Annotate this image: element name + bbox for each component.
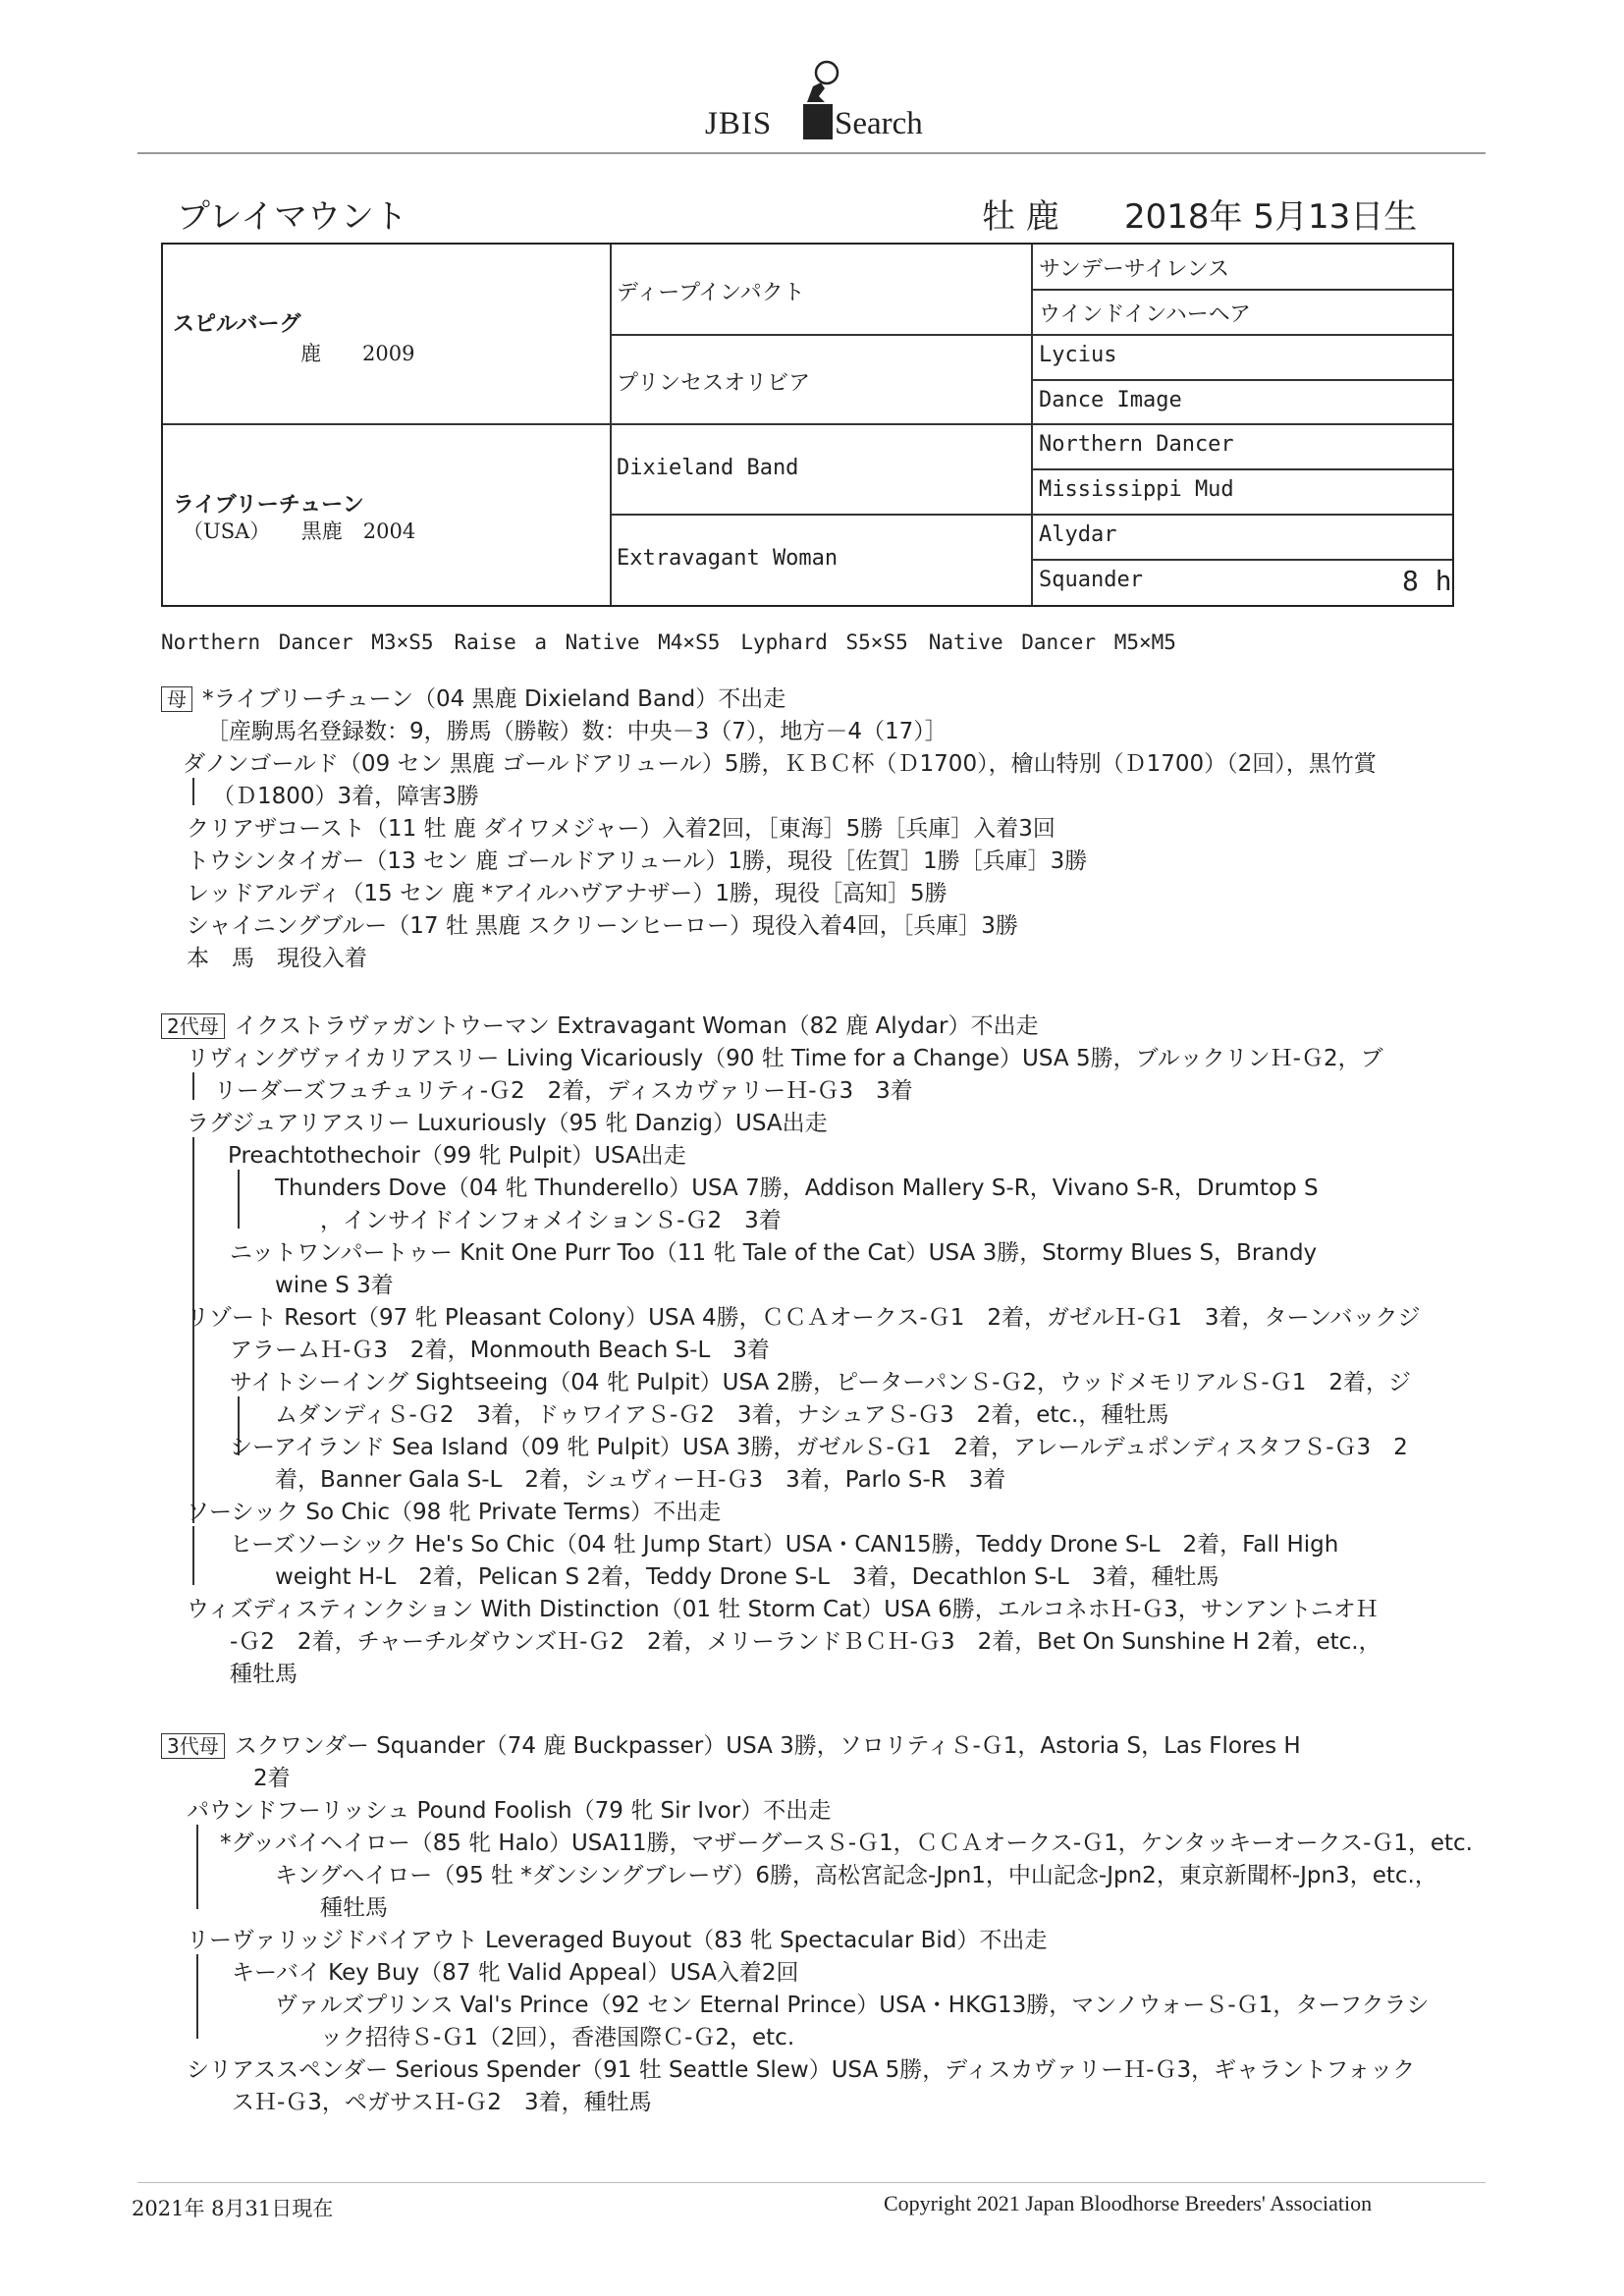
- second-dam-line: ニットワンパートゥー Knit One Purr Too（11 牝 Tale of the Cat）USA 3勝，Stormy Blues S，Brandy: [230, 1240, 1318, 1266]
- indent-bar: [238, 1170, 240, 1229]
- second-dam-line: サイトシーイング Sightseeing（04 牝 Pulpit）USA 2勝，ピーターパンＳ-Ｇ2，ウッドメモリアルＳ-Ｇ1 2着，ジ: [230, 1370, 1411, 1395]
- granddam-maternal: Extravagant Woman: [617, 546, 839, 571]
- second-dam-line: 種牡馬: [230, 1662, 298, 1687]
- third-dam-line: 種牡馬: [320, 1895, 388, 1921]
- jbis-search-logo: [705, 57, 941, 147]
- third-dam-line: パウンドフーリッシュ Pound Foolish（79 牝 Sir Ivor）不出走: [187, 1798, 832, 1824]
- dam-name: ライブリーチューン: [173, 493, 364, 518]
- third-dam-line: リーヴァリッジドバイアウト Leveraged Buyout（83 牝 Spectacular Bid）不出走: [187, 1928, 1048, 1953]
- second-dam-header: [161, 1008, 1038, 1040]
- second-dam-line: 着，Banner Gala S-L 2着，シュヴィーＨ-Ｇ3 3着，Parlo S-R 3着: [275, 1467, 1006, 1493]
- third-dam-line: スクワンダー Squander（74 鹿 Buckpasser）USA 3勝，ソロリティＳ-Ｇ1，Astoria S，Las Flores H: [234, 1733, 1301, 1759]
- third-dam-line: スＨ-Ｇ3，ペガサスＨ-Ｇ2 3着，種牡馬: [232, 2090, 652, 2115]
- second-dam-line: wine S 3着: [275, 1273, 394, 1298]
- second-dam-line: ウィズディスティンクション With Distinction（01 牡 Storm Cat）USA 6勝，エルコネホＨ-Ｇ3，サンアントニオＨ: [187, 1597, 1379, 1622]
- indent-bar: [192, 1072, 194, 1100]
- dam-line: 本 馬 現役入着: [187, 946, 367, 971]
- dam-line: ダノンゴールド（09 セン 黒鹿 ゴールドアリュール）5勝，ＫＢＣ杯（Ｄ1700），檜山特別（Ｄ1700）（2回），黒竹賞: [183, 751, 1377, 777]
- footer-copyright: Copyright 2021 Japan Bloodhorse Breeders' Association: [884, 2191, 1373, 2215]
- section-tag: 母: [161, 686, 192, 712]
- pedigree-divider: [1031, 468, 1452, 470]
- third-dam-line: 2着: [253, 1766, 291, 1791]
- horse-sex-color: 牡 鹿: [982, 197, 1059, 237]
- footer-rule: [137, 2182, 1486, 2183]
- ancestor-g3: Alydar: [1039, 522, 1117, 547]
- family-number: 8 h: [1402, 565, 1452, 597]
- third-dam-header: [161, 1727, 1301, 1760]
- second-dam-line: リーダーズフュチュリティ-Ｇ2 2着，ディスカヴァリーＨ-Ｇ3 3着: [214, 1078, 913, 1104]
- second-dam-line: ，インサイドインフォメイションＳ-Ｇ2 3着: [320, 1208, 782, 1233]
- ancestor-g3: Northern Dancer: [1039, 432, 1234, 457]
- dam-line: *ライブリーチューン（04 黒鹿 Dixieland Band）不出走: [202, 686, 786, 712]
- horse-name: プレイマウント: [177, 197, 407, 237]
- logo-text-left: JBIS: [705, 106, 773, 141]
- second-dam-line: アラームＨ-Ｇ3 2着，Monmouth Beach S-L 3着: [230, 1338, 770, 1363]
- second-dam-line: weight H-L 2着，Pelican S 2着，Teddy Drone S-L 3着，Decathlon S-L 3着，種牡馬: [275, 1564, 1219, 1590]
- horse-birth-date: 2018年 5月13日生: [1124, 197, 1418, 237]
- pedigree-divider: [610, 245, 612, 605]
- section-tag: 2代母: [161, 1013, 225, 1039]
- ancestor-g3: ウインドインハーヘア: [1039, 302, 1252, 327]
- indent-bar: [196, 1954, 198, 2039]
- dam-line: （Ｄ1800）3着，障害3勝: [212, 784, 479, 809]
- pedigree-table: [161, 243, 1454, 607]
- pedigree-divider: [1031, 289, 1452, 291]
- second-dam-line: リヴィングヴァイカリアスリー Living Vicariously（90 牡 Time for a Change）USA 5勝，ブルックリンＨ-Ｇ2，ブ: [187, 1046, 1383, 1071]
- third-dam-line: キングヘイロー（95 牡 *ダンシングブレーヴ）6勝，高松宮記念-Jpn1，中山記念-Jpn2，東京新聞杯-Jpn3，etc.，: [275, 1863, 1437, 1888]
- dam-line: ［産駒馬名登録数：9，勝馬（勝鞍）数：中央－3（7），地方－4（17）］: [206, 719, 947, 744]
- third-dam-line: *グッバイヘイロー（85 牝 Halo）USA11勝，マザーグースＳ-Ｇ1，ＣＣＡオークス-Ｇ1，ケンタッキーオークス-Ｇ1，etc.: [220, 1831, 1473, 1856]
- logo-text-right: Search: [835, 106, 923, 141]
- ancestor-g3: Dance Image: [1039, 388, 1182, 412]
- second-dam-line: Preachtothechoir（99 牝 Pulpit）USA出走: [228, 1143, 686, 1169]
- dam-line: クリアザコースト（11 牡 鹿 ダイワメジャー）入着2回，［東海］5勝［兵庫］入着3回: [187, 816, 1056, 842]
- second-dam-line: ソーシック So Chic（98 牝 Private Terms）不出走: [187, 1500, 722, 1525]
- ancestor-g3: Squander: [1039, 568, 1143, 592]
- second-dam-line: -Ｇ2 2着，チャーチルダウンズＨ-Ｇ2 2着，メリーランドＢＣＨ-Ｇ3 2着，Bet On Sunshine H 2着，etc.，: [230, 1629, 1381, 1655]
- indent-bar: [196, 1825, 198, 1909]
- sire-name: スピルバーグ: [173, 312, 301, 337]
- grandsire-maternal: Dixieland Band: [617, 456, 799, 480]
- indent-bar: [192, 1526, 194, 1585]
- dam-line: シャイニングブルー（17 牡 黒鹿 スクリーンヒーロー）現役入着4回，［兵庫］3勝: [187, 913, 1018, 939]
- inbreeding-summary: Northern Dancer M3×S5 Raise a Native M4×S5 Lyphard S5×S5 Native Dancer M5×M5: [161, 630, 1176, 654]
- third-dam-line: ック招待Ｓ-Ｇ1（2回），香港国際Ｃ-Ｇ2，etc.: [320, 2025, 795, 2050]
- granddam-paternal: プリンセスオリビア: [617, 371, 811, 396]
- third-dam-line: ヴァルズプリンス Val's Prince（92 セン Eternal Prince）USA・HKG13勝，マンノウォーＳ-Ｇ1，ターフクラシ: [275, 1993, 1430, 2018]
- second-dam-line: リゾート Resort（97 牝 Pleasant Colony）USA 4勝，ＣＣＡオークス-Ｇ1 2着，ガゼルＨ-Ｇ1 3着，ターンバックジ: [187, 1305, 1421, 1331]
- indent-bar: [192, 778, 194, 805]
- dam-line: トウシンタイガー（13 セン 鹿 ゴールドアリュール）1勝，現役［佐賀］1勝［兵庫］3勝: [187, 848, 1088, 874]
- second-dam-line: シーアイランド Sea Island（09 牝 Pulpit）USA 3勝，ガゼルＳ-Ｇ1 2着，アレールデュポンディスタフＳ-Ｇ3 2: [230, 1435, 1408, 1460]
- dam-detail: （USA） 黒鹿 2004: [183, 519, 416, 543]
- second-dam-line: イクストラヴァガントウーマン Extravagant Woman（82 鹿 Alydar）不出走: [234, 1013, 1039, 1039]
- ancestor-g3: Lycius: [1039, 343, 1117, 367]
- dam-line: レッドアルディ（15 セン 鹿 *アイルハヴアナザー）1勝，現役［高知］5勝: [187, 881, 947, 906]
- section-tag: 3代母: [161, 1733, 225, 1759]
- sire-detail: 鹿 2009: [300, 342, 415, 365]
- pedigree-divider: [610, 334, 1452, 336]
- pedigree-divider: [610, 514, 1452, 516]
- pedigree-divider: [1031, 559, 1452, 561]
- pedigree-divider: [1031, 245, 1033, 605]
- footer-date: 2021年 8月31日現在: [132, 2197, 334, 2220]
- third-dam-line: キーバイ Key Buy（87 牝 Valid Appeal）USA入着2回: [232, 1960, 799, 1986]
- grandsire-paternal: ディープインパクト: [617, 281, 805, 305]
- pedigree-divider: [1031, 379, 1452, 381]
- pedigree-divider: [163, 423, 1452, 425]
- ancestor-g3: サンデーサイレンス: [1039, 257, 1230, 282]
- ancestor-g3: Mississippi Mud: [1039, 477, 1234, 502]
- third-dam-line: シリアススペンダー Serious Spender（91 牡 Seattle Slew）USA 5勝，ディスカヴァリーＨ-Ｇ3，ギャラントフォック: [187, 2057, 1416, 2083]
- second-dam-line: Thunders Dove（04 牝 Thunderello）USA 7勝，Addison Mallery S-R，Vivano S-R，Drumtop S: [275, 1175, 1319, 1201]
- second-dam-line: ヒーズソーシック He's So Chic（04 牡 Jump Start）USA・CAN15勝，Teddy Drone S-L 2着，Fall High: [230, 1532, 1339, 1558]
- second-dam-line: ラグジュアリアスリー Luxuriously（95 牝 Danzig）USA出走: [187, 1111, 828, 1136]
- second-dam-line: ムダンディＳ-Ｇ2 3着，ドゥワイアＳ-Ｇ2 3着，ナシュアＳ-Ｇ3 2着，etc.，種牡馬: [275, 1402, 1169, 1428]
- dam-section-header: [161, 681, 785, 713]
- header-rule: [137, 152, 1486, 154]
